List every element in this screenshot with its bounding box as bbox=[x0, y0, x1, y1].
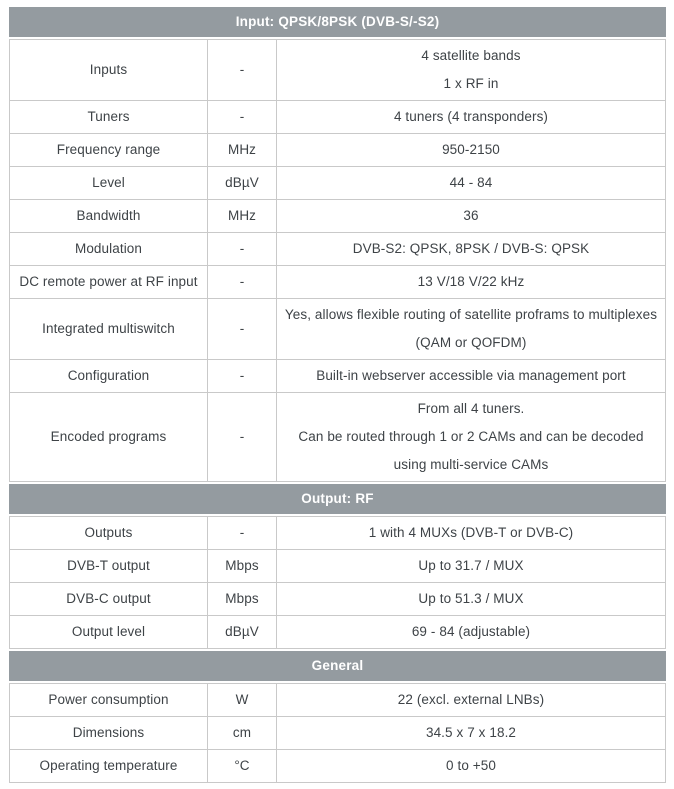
parameter-cell: DVB-T output bbox=[10, 550, 208, 582]
value-cell bbox=[277, 299, 665, 359]
table-row bbox=[10, 100, 665, 133]
value-line: Built-in webserver accessible via management port bbox=[316, 368, 626, 383]
value-cell bbox=[277, 200, 665, 232]
table-row bbox=[10, 232, 665, 265]
parameter-cell: Bandwidth bbox=[10, 200, 208, 232]
value-cell bbox=[277, 393, 665, 481]
unit-cell: - bbox=[208, 517, 277, 549]
section-rows bbox=[9, 516, 666, 649]
parameter-cell: Frequency range bbox=[10, 134, 208, 166]
parameter-cell: Inputs bbox=[10, 40, 208, 100]
value-cell bbox=[277, 40, 665, 100]
value-cell bbox=[277, 684, 665, 716]
value-line: 950-2150 bbox=[442, 142, 500, 157]
value-cell bbox=[277, 750, 665, 782]
table-row bbox=[10, 166, 665, 199]
unit-cell: °C bbox=[208, 750, 277, 782]
value-line: 4 satellite bands bbox=[421, 48, 521, 63]
unit-cell: - bbox=[208, 101, 277, 133]
parameter-cell: Encoded programs bbox=[10, 393, 208, 481]
unit-cell: - bbox=[208, 360, 277, 392]
section-header: Output: RF bbox=[9, 484, 666, 514]
specification-table bbox=[9, 7, 666, 785]
value-line: DVB-S2: QPSK, 8PSK / DVB-S: QPSK bbox=[352, 241, 590, 256]
unit-cell: W bbox=[208, 684, 277, 716]
value-line: Can be routed through 1 or 2 CAMs and can be decoded bbox=[298, 429, 644, 444]
value-cell bbox=[277, 717, 665, 749]
unit-cell: MHz bbox=[208, 200, 277, 232]
unit-cell: MHz bbox=[208, 134, 277, 166]
unit-cell: - bbox=[208, 393, 277, 481]
value-cell bbox=[277, 167, 665, 199]
table-row bbox=[10, 582, 665, 615]
section-rows bbox=[9, 39, 666, 482]
value-line: 4 tuners (4 transponders) bbox=[393, 109, 549, 124]
value-cell bbox=[277, 233, 665, 265]
parameter-cell: Outputs bbox=[10, 517, 208, 549]
value-cell bbox=[277, 517, 665, 549]
parameter-cell: Power consumption bbox=[10, 684, 208, 716]
value-line: From all 4 tuners. bbox=[417, 401, 525, 416]
parameter-cell: Level bbox=[10, 167, 208, 199]
value-cell bbox=[277, 550, 665, 582]
value-line: using multi-service CAMs bbox=[393, 457, 549, 472]
parameter-cell: Output level bbox=[10, 616, 208, 648]
table-row bbox=[10, 199, 665, 232]
parameter-cell: Configuration bbox=[10, 360, 208, 392]
section-rows bbox=[9, 683, 666, 783]
parameter-cell: DC remote power at RF input bbox=[10, 266, 208, 298]
value-line: 0 to +50 bbox=[446, 758, 496, 773]
value-line: Up to 31.7 / MUX bbox=[418, 558, 524, 573]
value-line: 34.5 x 7 x 18.2 bbox=[425, 725, 517, 740]
unit-cell: - bbox=[208, 40, 277, 100]
table-row bbox=[10, 615, 665, 648]
table-row bbox=[10, 392, 665, 481]
value-line: Up to 51.3 / MUX bbox=[418, 591, 524, 606]
unit-cell: - bbox=[208, 233, 277, 265]
unit-cell: Mbps bbox=[208, 550, 277, 582]
table-row bbox=[10, 716, 665, 749]
section-header: General bbox=[9, 651, 666, 681]
unit-cell: dBµV bbox=[208, 616, 277, 648]
value-line: 36 bbox=[463, 208, 479, 223]
table-row bbox=[10, 265, 665, 298]
value-line: 69 - 84 (adjustable) bbox=[411, 624, 531, 639]
value-cell bbox=[277, 134, 665, 166]
value-line: 1 with 4 MUXs (DVB-T or DVB-C) bbox=[368, 525, 574, 540]
table-row bbox=[10, 684, 665, 716]
unit-cell: dBµV bbox=[208, 167, 277, 199]
parameter-cell: Dimensions bbox=[10, 717, 208, 749]
value-line: 13 V/18 V/22 kHz bbox=[417, 274, 525, 289]
parameter-cell: Operating temperature bbox=[10, 750, 208, 782]
value-line: 44 - 84 bbox=[449, 175, 493, 190]
unit-cell: - bbox=[208, 266, 277, 298]
value-line: (QAM or QOFDM) bbox=[415, 335, 527, 350]
value-line: Yes, allows flexible routing of satellite proframs to multiplexes bbox=[284, 307, 658, 322]
value-cell bbox=[277, 266, 665, 298]
parameter-cell: Tuners bbox=[10, 101, 208, 133]
parameter-cell: Modulation bbox=[10, 233, 208, 265]
parameter-cell: Integrated multiswitch bbox=[10, 299, 208, 359]
unit-cell: Mbps bbox=[208, 583, 277, 615]
value-cell bbox=[277, 616, 665, 648]
value-line: 1 x RF in bbox=[443, 76, 499, 91]
table-row bbox=[10, 133, 665, 166]
table-row bbox=[10, 359, 665, 392]
table-row bbox=[10, 517, 665, 549]
section-header: Input: QPSK/8PSK (DVB-S/-S2) bbox=[9, 7, 666, 37]
table-row bbox=[10, 749, 665, 782]
parameter-cell: DVB-C output bbox=[10, 583, 208, 615]
unit-cell: - bbox=[208, 299, 277, 359]
table-row bbox=[10, 549, 665, 582]
value-line: 22 (excl. external LNBs) bbox=[397, 692, 545, 707]
unit-cell: cm bbox=[208, 717, 277, 749]
table-row bbox=[10, 298, 665, 359]
table-row bbox=[10, 40, 665, 100]
value-cell bbox=[277, 583, 665, 615]
value-cell bbox=[277, 360, 665, 392]
value-cell bbox=[277, 101, 665, 133]
